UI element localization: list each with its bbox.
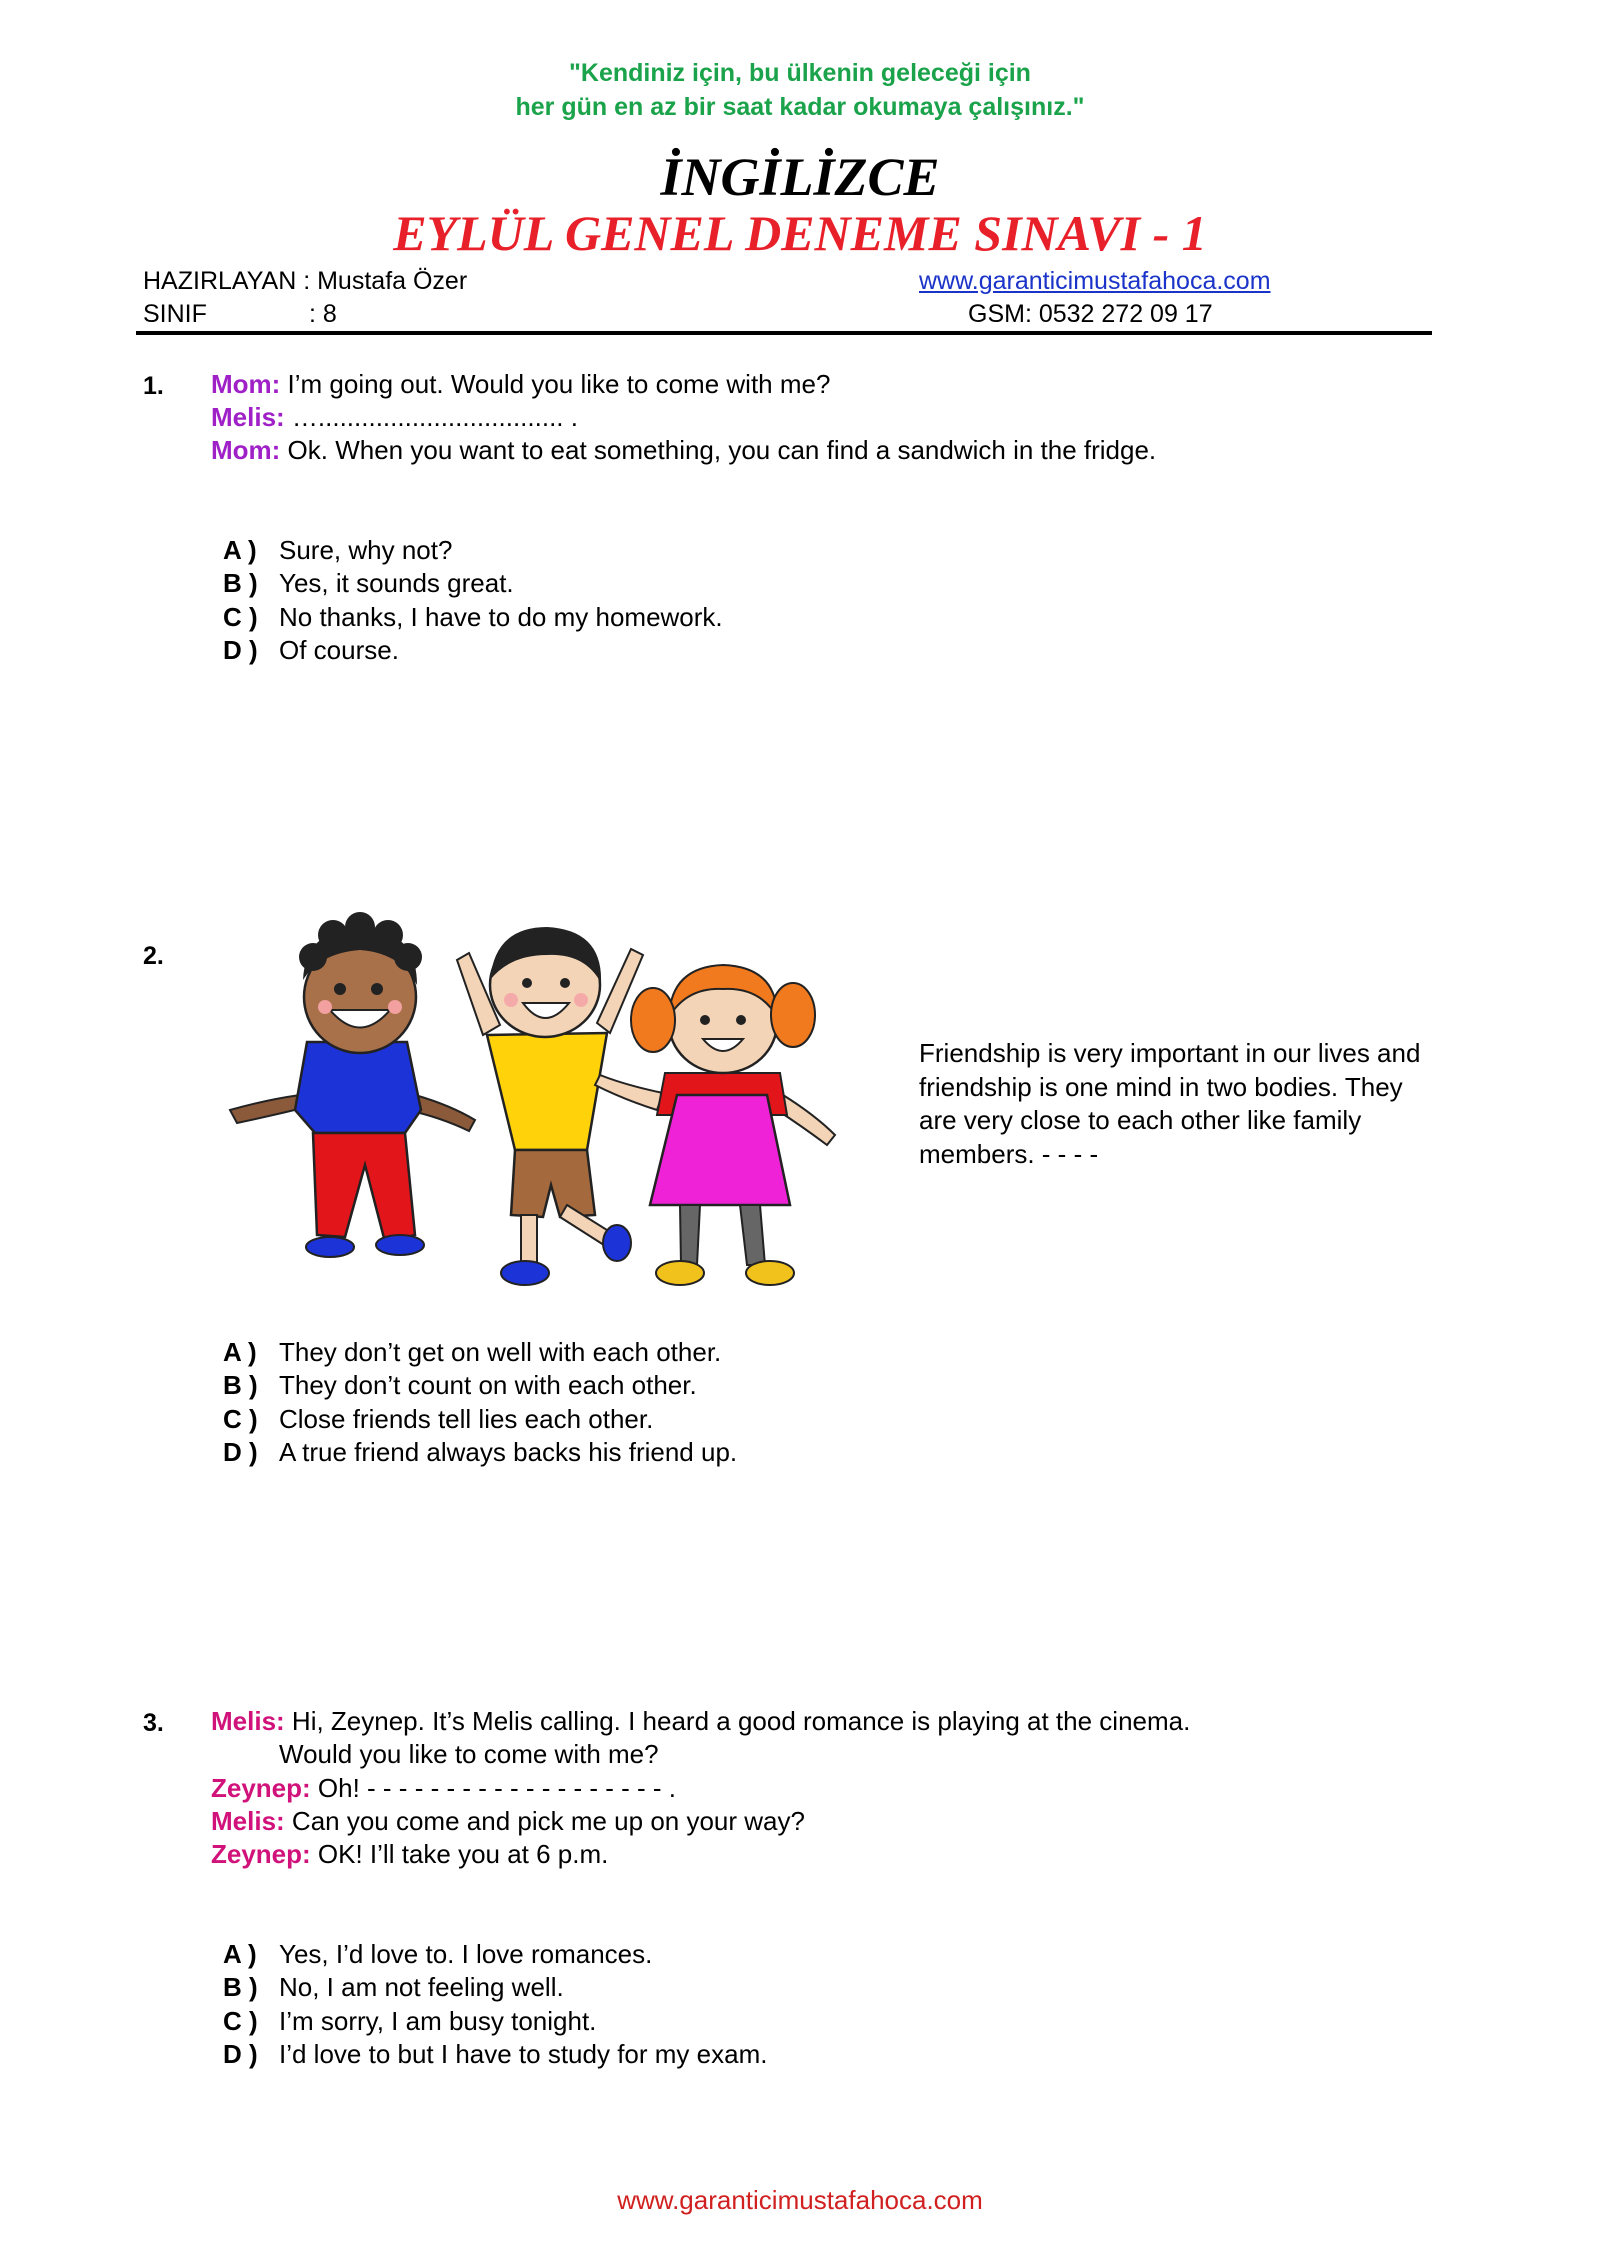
option-d[interactable]: [223, 1436, 737, 1470]
option-a[interactable]: [223, 534, 452, 568]
option-b[interactable]: [223, 1971, 564, 2005]
option-letter: C ): [223, 602, 258, 632]
speaker: Zeynep:: [211, 1773, 311, 1803]
option-a[interactable]: [223, 1938, 652, 1972]
option-c[interactable]: [223, 601, 723, 635]
option-text: No thanks, I have to do my homework.: [279, 602, 723, 632]
question-number: 1.: [143, 372, 164, 400]
dialogue-text: Hi, Zeynep. It’s Melis calling. I heard a good romance is playing at the cinema.: [284, 1706, 1191, 1736]
dialogue-line: [211, 1805, 805, 1838]
boy-yellow-shirt: [457, 927, 643, 1285]
speaker: Melis:: [211, 1806, 285, 1836]
website-link[interactable]: www.garanticimustafahoca.com: [919, 267, 1271, 295]
dialogue-line: [211, 368, 830, 401]
option-letter: A ): [223, 1337, 257, 1367]
option-c[interactable]: [223, 1403, 653, 1437]
option-text: Close friends tell lies each other.: [279, 1404, 654, 1434]
speaker: Melis:: [211, 402, 285, 432]
option-letter: B ): [223, 568, 258, 598]
option-text: I’m sorry, I am busy tonight.: [279, 2006, 597, 2036]
option-d[interactable]: [223, 634, 399, 668]
dialogue-line: [211, 434, 1156, 467]
speaker: Melis:: [211, 1706, 285, 1736]
option-b[interactable]: [223, 1369, 697, 1403]
option-text: They don’t get on well with each other.: [279, 1337, 722, 1367]
option-letter: A ): [223, 535, 257, 565]
class-value: : 8: [309, 300, 337, 328]
option-text: Of course.: [279, 635, 399, 665]
question-number: 2.: [143, 942, 164, 970]
dialogue-text: Would you like to come with me?: [279, 1739, 659, 1769]
option-text: Yes, I’d love to. I love romances.: [279, 1939, 653, 1969]
prepared-by: HAZIRLAYAN : Mustafa Özer: [143, 267, 468, 295]
option-letter: C ): [223, 2006, 258, 2036]
subject-title: İNGİLİZCE: [660, 147, 940, 207]
dialogue-line: [211, 1705, 1190, 1738]
dialogue-text: Can you come and pick me up on your way?: [284, 1806, 805, 1836]
option-text: I’d love to but I have to study for my exam.: [279, 2039, 768, 2069]
option-b[interactable]: [223, 567, 514, 601]
option-letter: D ): [223, 1437, 258, 1467]
option-text: Yes, it sounds great.: [279, 568, 514, 598]
option-letter: A ): [223, 1939, 257, 1969]
question-paragraph: Friendship is very important in our lives and friendship is one mind in two bodies. They are very close to each other like family members. - - - -: [919, 1038, 1421, 1169]
footer-website: www.garanticimustafahoca.com: [617, 2185, 983, 2215]
dialogue-line: [211, 1838, 608, 1871]
header-divider: [136, 331, 1432, 335]
boy-curly-hair: [230, 912, 475, 1257]
option-a[interactable]: [223, 1336, 721, 1370]
question-number: 3.: [143, 1709, 164, 1737]
dialogue-line: [211, 401, 578, 434]
speaker: Zeynep:: [211, 1839, 311, 1869]
dialogue-text: Oh! - - - - - - - - - - - - - - - - - - - .: [310, 1773, 677, 1803]
option-text: They don’t count on with each other.: [279, 1370, 697, 1400]
speaker: Mom:: [211, 435, 281, 465]
option-letter: D ): [223, 635, 258, 665]
dialogue-text: OK! I’ll take you at 6 p.m.: [310, 1839, 609, 1869]
option-c[interactable]: [223, 2005, 596, 2039]
dialogue-line: [211, 1772, 676, 1805]
option-text: No, I am not feeling well.: [279, 1972, 564, 2002]
speaker: Mom:: [211, 369, 281, 399]
dialogue-text: Ok. When you want to eat something, you can find a sandwich in the fridge.: [280, 435, 1157, 465]
option-d[interactable]: [223, 2038, 767, 2072]
class-label: SINIF: [143, 300, 207, 328]
children-illustration: [225, 905, 875, 1310]
motto-line-1: "Kendiniz için, bu ülkenin geleceği için: [569, 59, 1031, 87]
option-text: A true friend always backs his friend up.: [279, 1437, 738, 1467]
option-letter: C ): [223, 1404, 258, 1434]
dialogue-text: ….................................. .: [284, 402, 578, 432]
option-letter: B ): [223, 1972, 258, 2002]
dialogue-text: I’m going out. Would you like to come with me?: [280, 369, 831, 399]
option-letter: D ): [223, 2039, 258, 2069]
motto-line-2: her gün en az bir saat kadar okumaya çalışınız.": [515, 93, 1085, 121]
option-letter: B ): [223, 1370, 258, 1400]
exam-title: EYLÜL GENEL DENEME SINAVI - 1: [393, 205, 1207, 261]
dialogue-line: [279, 1738, 659, 1771]
option-text: Sure, why not?: [279, 535, 453, 565]
phone-number: GSM: 0532 272 09 17: [968, 300, 1213, 328]
